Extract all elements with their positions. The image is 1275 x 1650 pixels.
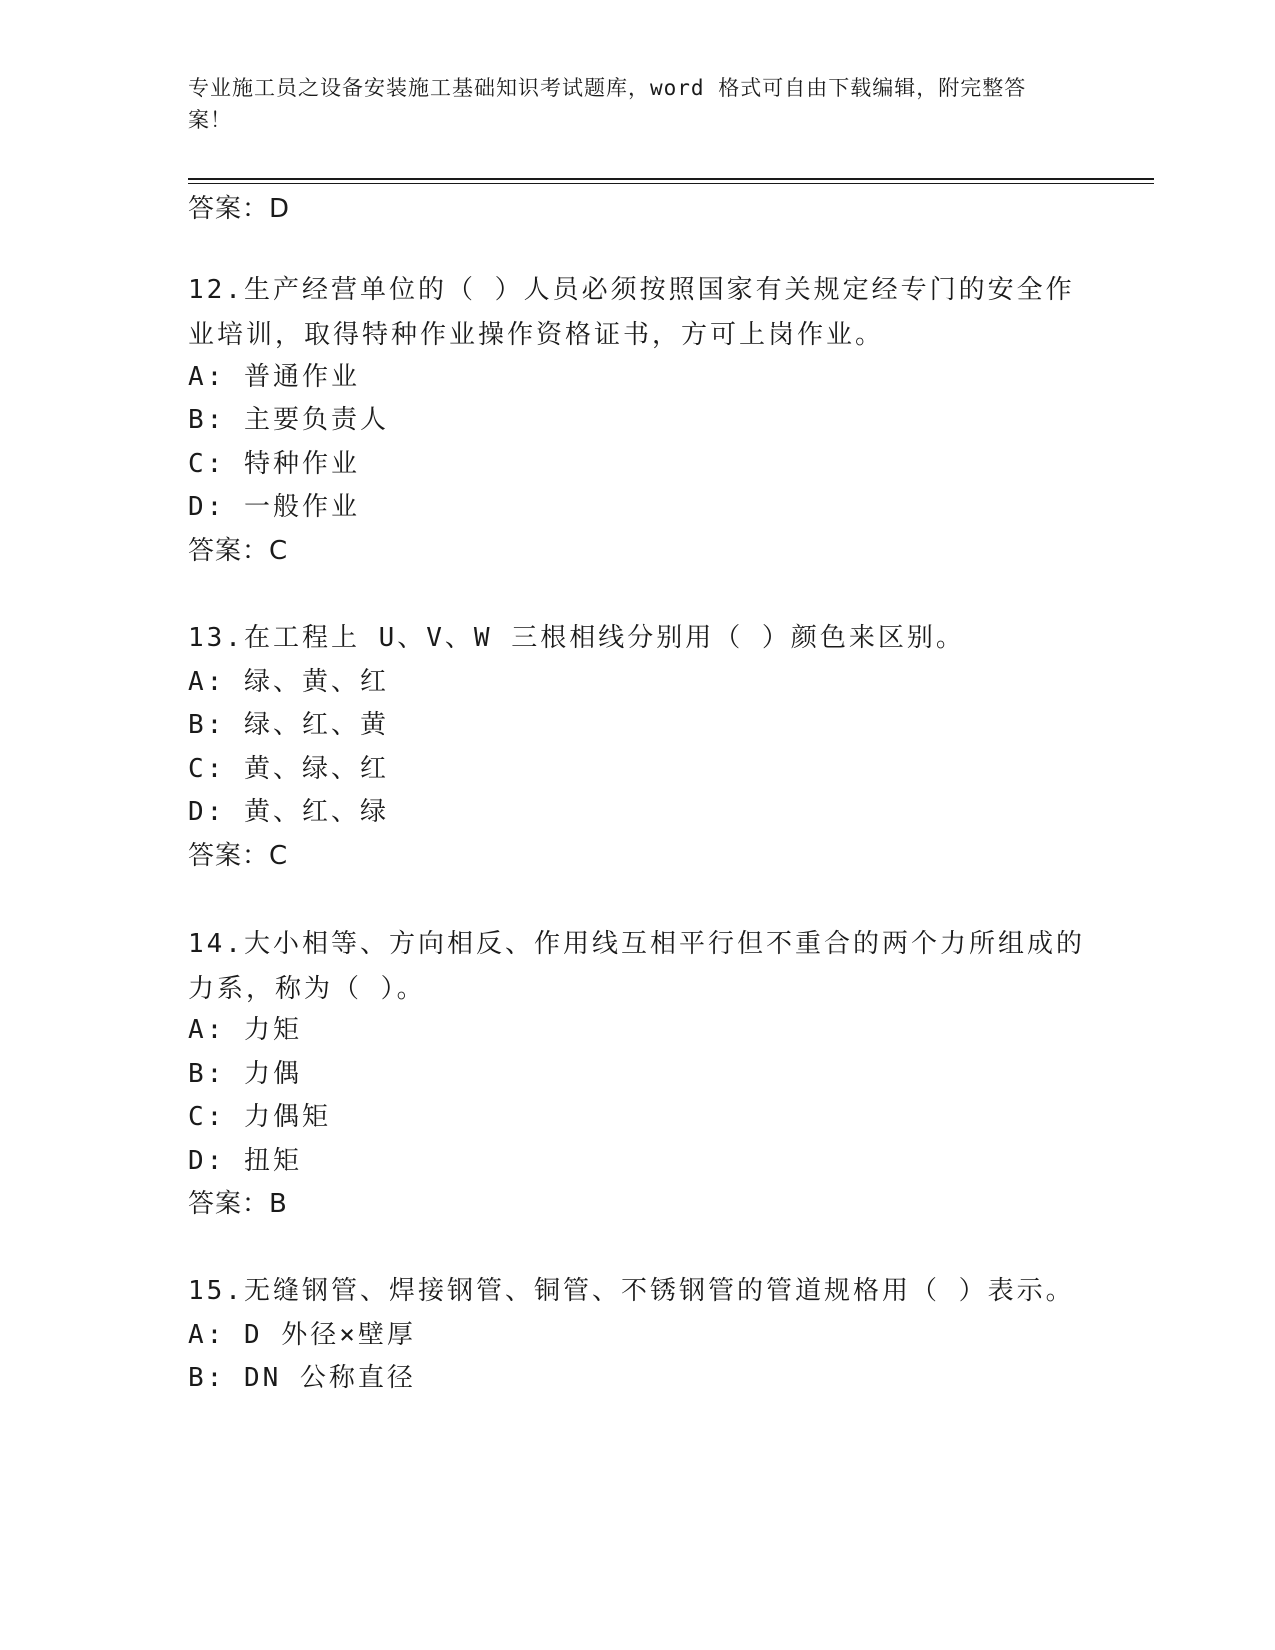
question-14-text: 14.大小相等、方向相反、作用线互相平行但不重合的两个力所组成的力系，称为（ ）。 bbox=[188, 929, 1085, 1004]
question-15-option-b: B: DN 公称直径 bbox=[188, 1363, 416, 1393]
question-14-option-a: A: 力矩 bbox=[188, 1015, 302, 1045]
question-13-option-d: D: 黄、红、绿 bbox=[188, 797, 389, 827]
header-divider-thin bbox=[188, 183, 1154, 184]
question-12-option-b: B: 主要负责人 bbox=[188, 405, 389, 435]
question-14-option-d: D: 扭矩 bbox=[188, 1146, 302, 1176]
question-14-option-b: B: 力偶 bbox=[188, 1059, 302, 1089]
question-12-option-c: C: 特种作业 bbox=[188, 449, 360, 479]
question-13-answer: 答案：C bbox=[188, 841, 289, 871]
question-12-option-a: A: 普通作业 bbox=[188, 362, 360, 392]
question-12-text: 12.生产经营单位的（ ）人员必须按照国家有关规定经专门的安全作业培训，取得特种作业操作资格证书，方可上岗作业。 bbox=[188, 275, 1075, 350]
question-13-option-b: B: 绿、红、黄 bbox=[188, 710, 389, 740]
question-14-option-c: C: 力偶矩 bbox=[188, 1102, 331, 1132]
answer-label: 答案：D bbox=[188, 194, 291, 224]
question-15-option-a: A: D 外径×壁厚 bbox=[188, 1320, 416, 1350]
question-12-option-d: D: 一般作业 bbox=[188, 492, 360, 522]
question-13-text: 13.在工程上 U、V、W 三根相线分别用（ ）颜色来区别。 bbox=[188, 623, 965, 653]
document-header: 专业施工员之设备安装施工基础知识考试题库，word 格式可自由下载编辑，附完整答案！ bbox=[188, 76, 1027, 132]
question-15-text: 15.无缝钢管、焊接钢管、铜管、不锈钢管的管道规格用（ ）表示。 bbox=[188, 1276, 1075, 1306]
question-14-answer: 答案：B bbox=[188, 1189, 288, 1219]
question-13-option-c: C: 黄、绿、红 bbox=[188, 754, 389, 784]
question-13-option-a: A: 绿、黄、红 bbox=[188, 667, 389, 697]
header-divider-thick bbox=[188, 178, 1154, 180]
question-12-answer: 答案：C bbox=[188, 536, 289, 566]
